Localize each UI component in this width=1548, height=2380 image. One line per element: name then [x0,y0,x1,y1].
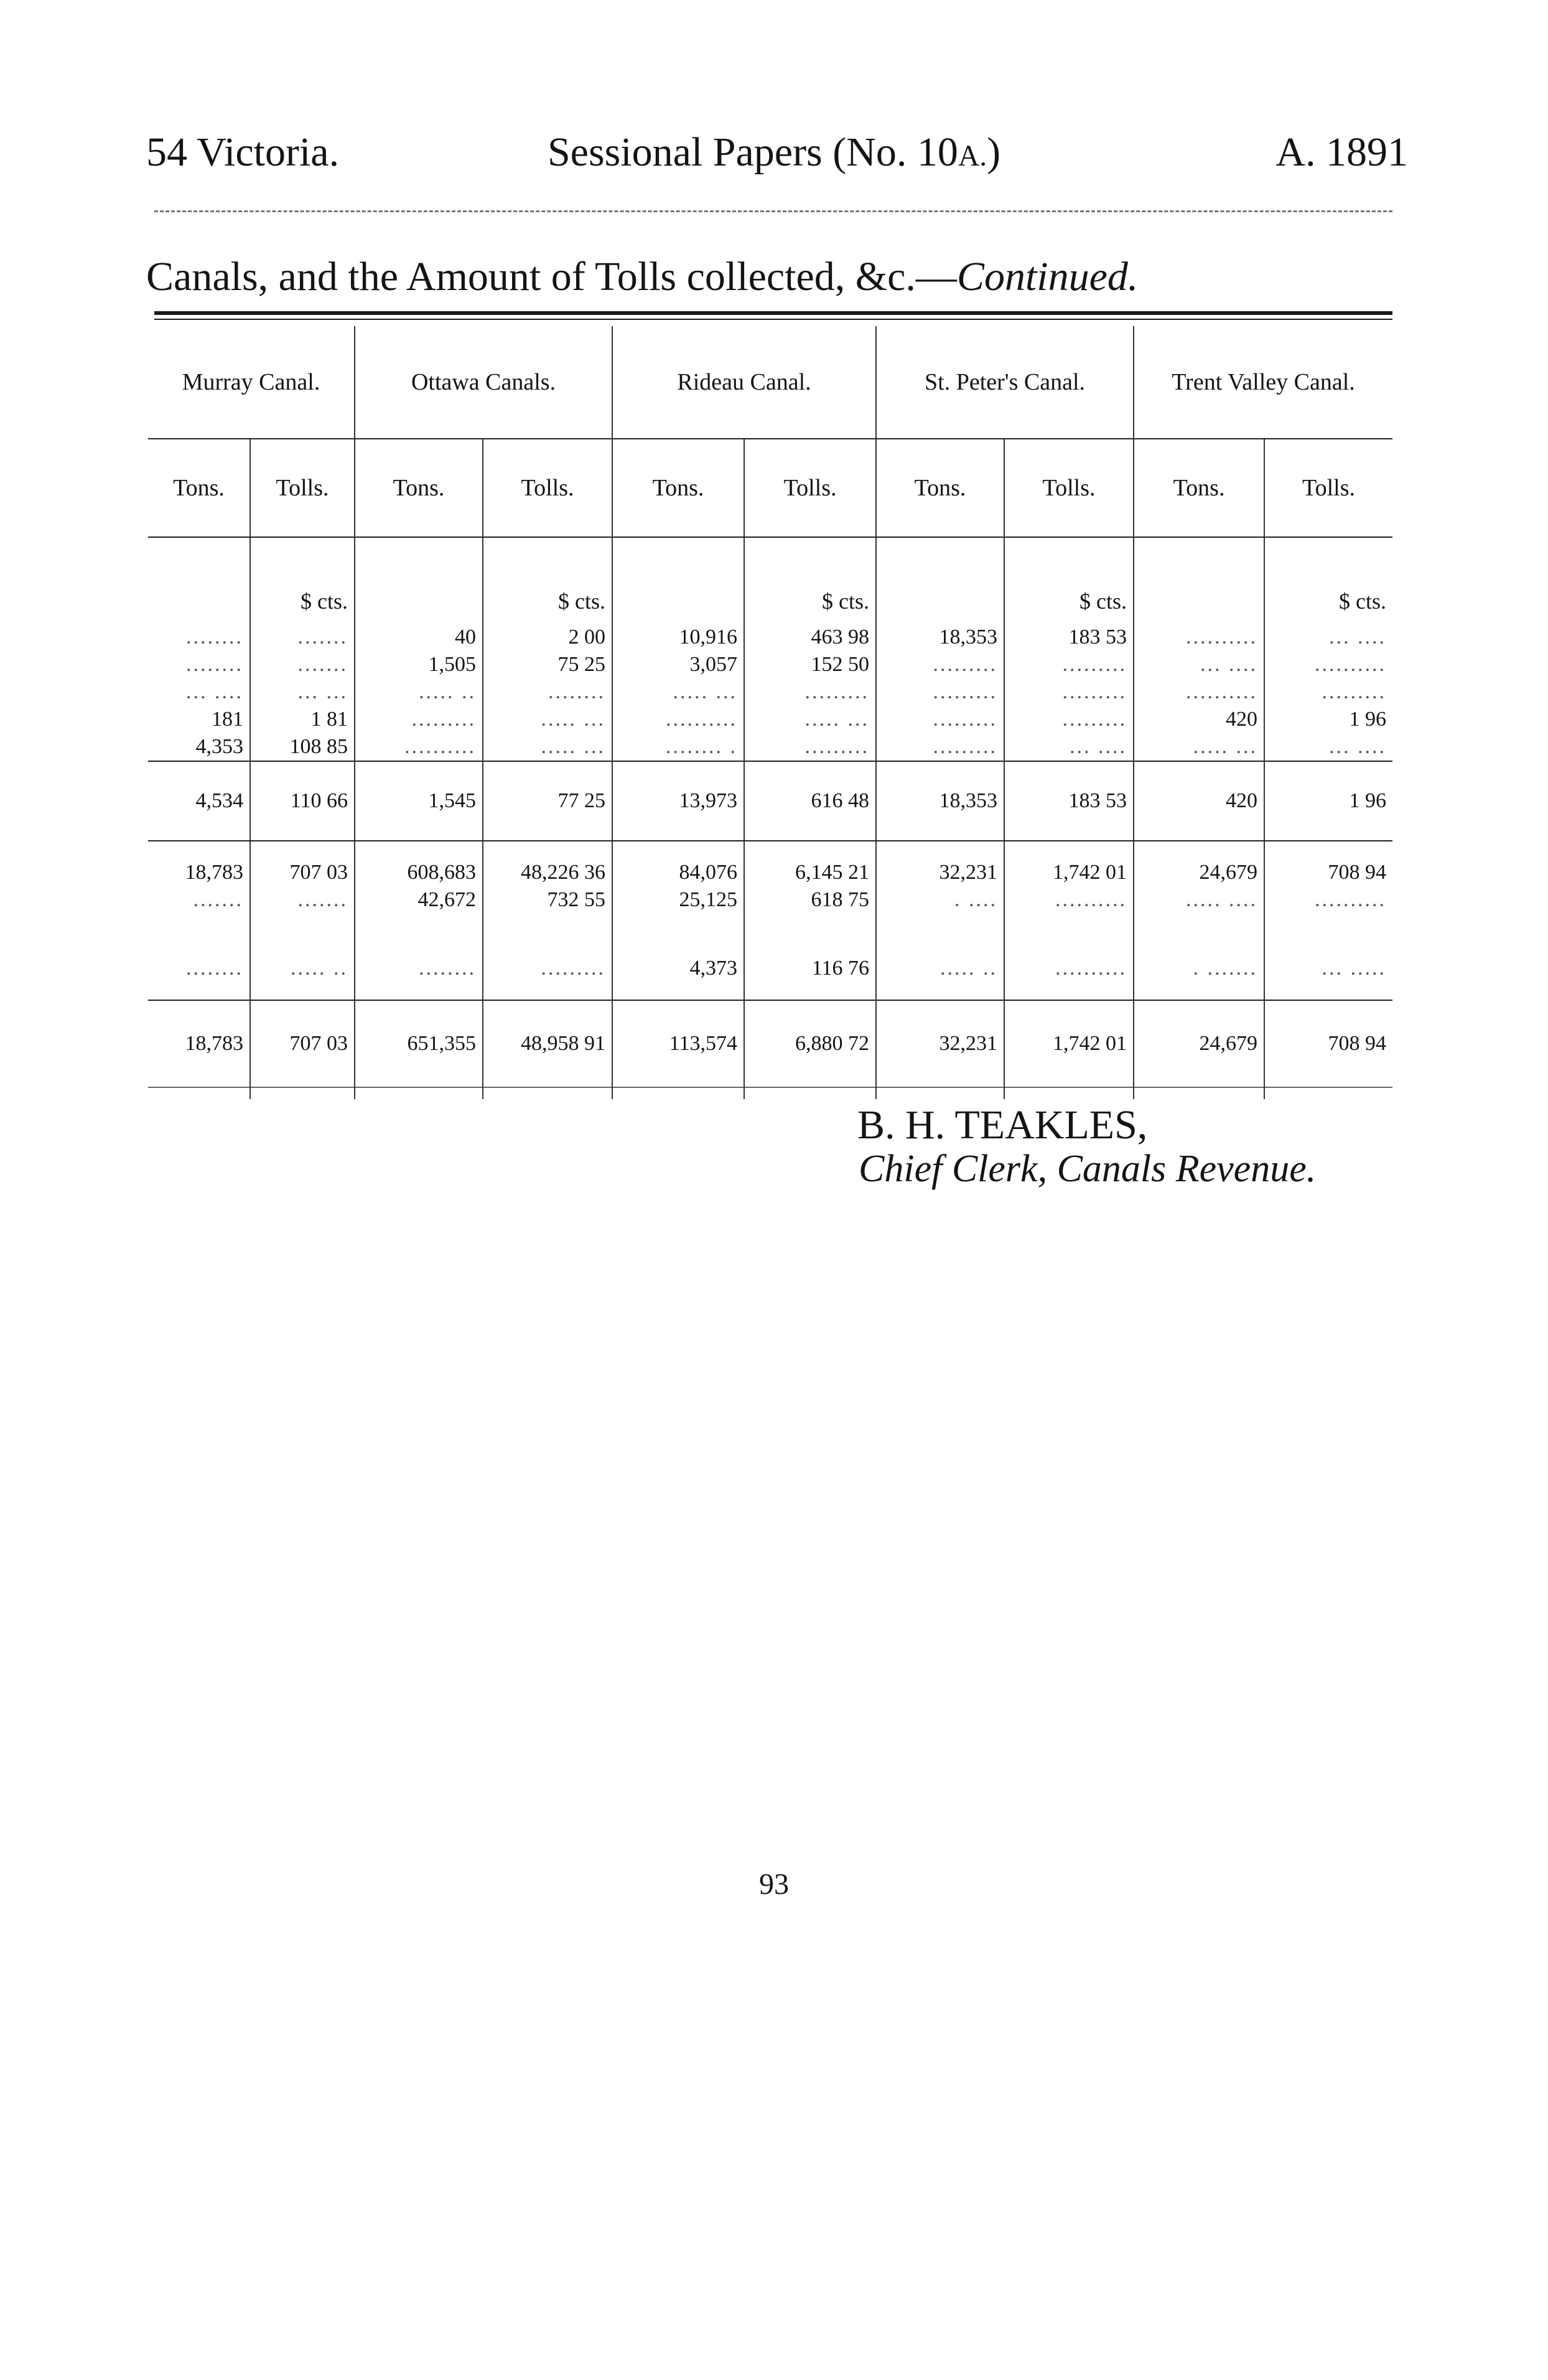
data-cell: ......... [1322,680,1387,703]
data-cell: 32,231 [876,859,1004,886]
spacer-cell [148,982,250,1000]
spacer-cell [148,1087,250,1099]
spacer-cell [876,982,1004,1000]
data-cell: 1,742 01 [1004,859,1134,886]
subtotal-cell: 110 66 [250,761,355,841]
data-cell: ......... [744,678,876,706]
data-cell: ... .... [148,678,250,706]
grand-total-cell: 1,742 01 [1004,1000,1134,1087]
data-cell: ........ [148,624,250,651]
data-cell: ........ [148,955,250,982]
data-cell: 48,226 36 [483,859,612,886]
spacer-cell [250,914,355,955]
caption-text: Canals, and the Amount of Tolls collected, &c.— [146,254,957,299]
data-cell: ......... [876,651,1004,678]
spacer-cell [612,841,744,859]
data-cell: ... ... [250,678,355,706]
data-cell: 732 55 [483,886,612,914]
spacer-cell [355,1087,483,1099]
grand-total-cell: 32,231 [876,1000,1004,1087]
units-cell [612,537,744,624]
data-cell: 463 98 [744,624,876,651]
data-cell: .......... [1134,624,1264,651]
spacer-row [148,982,1392,1000]
units-cell: $ cts. [483,537,612,624]
data-cell: ... .... [1134,651,1264,678]
data-cell: . .... [876,886,1004,914]
table-row [148,955,1392,982]
spacer-cell [483,1087,612,1099]
grand-total-cell: 707 03 [250,1000,355,1087]
data-cell: ..... ... [1134,733,1264,761]
header-center-text: Sessional Papers (No. 10 [547,129,958,175]
data-cell: ....... [148,886,250,914]
data-cell: 152 50 [744,651,876,678]
spacer-cell [1264,914,1392,955]
data-cell: 84,076 [612,859,744,886]
spacer-cell [1134,982,1264,1000]
running-header-left: 54 Victoria. [146,129,340,175]
spacer-cell [1004,1087,1134,1099]
data-cell: 18,353 [876,624,1004,651]
data-cell: .......... [1004,955,1134,982]
spacer-row [148,914,1392,955]
column-header: Tons. [355,439,483,537]
column-header: Tons. [876,439,1004,537]
data-cell: 40 [355,624,483,651]
canal-name-header: Rideau Canal. [612,326,876,439]
data-cell: 6,145 21 [744,859,876,886]
subtotal-cell: 18,353 [876,761,1004,841]
subtotal-cell: 1,545 [355,761,483,841]
canal-name-header: St. Peter's Canal. [876,326,1134,439]
grand-total-cell: 6,880 72 [744,1000,876,1087]
units-cell [1134,537,1264,624]
spacer-cell [744,982,876,1000]
subtotal-cell: 4,534 [148,761,250,841]
units-cell: $ cts. [1339,589,1387,614]
table-row [148,733,1392,761]
spacer-cell [1134,841,1264,859]
spacer-cell [612,982,744,1000]
data-cell: 24,679 [1134,859,1264,886]
data-cell: .......... [1315,653,1387,676]
column-header: Tons. [612,439,744,537]
data-cell: ......... [876,678,1004,706]
running-header-right: A. 1891 [1275,129,1408,175]
caption-rule-thin [154,319,1392,320]
grand-total-cell: 651,355 [355,1000,483,1087]
units-cell: $ cts. [250,537,355,624]
spacer-cell [876,841,1004,859]
data-cell: ..... .. [250,955,355,982]
data-cell: 116 76 [744,955,876,982]
data-cell: 2 00 [483,624,612,651]
data-cell: ... .... [1329,625,1387,649]
spacer-cell [1134,1087,1264,1099]
signature-name: B. H. TEAKLES, [857,1102,1148,1148]
spacer-cell [483,914,612,955]
spacer-cell [483,982,612,1000]
caption-continued: Continued. [956,254,1139,299]
data-cell: ......... [1004,651,1134,678]
canal-name-header: Murray Canal. [148,326,355,439]
data-cell: 42,672 [355,886,483,914]
subtotal-cell: 616 48 [744,761,876,841]
spacer-cell [744,1087,876,1099]
page-number: 93 [759,1868,789,1901]
data-cell: 183 53 [1004,624,1134,651]
subtotal-cell: 13,973 [612,761,744,841]
units-cell [148,537,250,624]
column-header: Tons. [148,439,250,537]
canal-name-header: Trent Valley Canal. [1134,326,1392,439]
subtotal-cell: 420 [1134,761,1264,841]
grand-total-cell: 18,783 [148,1000,250,1087]
spacer-cell [1264,982,1392,1000]
caption-rule-thick [154,311,1392,315]
units-cell [355,537,483,624]
data-cell: 608,683 [355,859,483,886]
data-cell: 18,783 [148,859,250,886]
units-cell: $ cts. [1004,537,1134,624]
data-cell: 181 [148,706,250,733]
spacer-cell [876,914,1004,955]
units-cell: $ cts. [744,537,876,624]
data-cell: ....... [250,886,355,914]
data-cell: 75 25 [483,651,612,678]
spacer-cell [250,1087,355,1099]
data-cell: ........ [148,651,250,678]
data-cell: ..... ... [744,706,876,733]
data-cell: ..... ... [483,706,612,733]
data-cell: ........ . [612,733,744,761]
data-cell: .......... [355,733,483,761]
data-cell: 618 75 [744,886,876,914]
spacer-cell [483,841,612,859]
spacer-cell [1004,982,1134,1000]
subtotal-cell: 183 53 [1004,761,1134,841]
spacer-cell [744,841,876,859]
table-row [148,706,1392,733]
subtotal-row [148,761,1392,841]
grand-total-cell: 113,574 [612,1000,744,1087]
data-cell: 1 81 [250,706,355,733]
canal-name-header: Ottawa Canals. [355,326,612,439]
spacer-cell [1004,914,1134,955]
data-cell: ......... [1004,678,1134,706]
data-cell: .......... [1315,888,1387,911]
data-cell: 707 03 [250,859,355,886]
spacer-cell [355,914,483,955]
header-rule [154,210,1392,212]
subtotal-cell: 1 96 [1264,761,1392,841]
column-header: Tolls. [744,439,876,537]
canal-tolls-table [148,326,1392,1099]
canal-header-row [148,326,1392,439]
data-cell: .......... [1134,678,1264,706]
data-cell: ..... .. [876,955,1004,982]
subtotal-cell: 77 25 [483,761,612,841]
grand-total-cell: 24,679 [1134,1000,1264,1087]
data-cell: 1,505 [355,651,483,678]
column-header-row [148,439,1392,537]
data-cell: 420 [1134,706,1264,733]
data-cell: ........ [355,955,483,982]
column-header: Tons. [1134,439,1264,537]
units-row [148,537,1392,624]
spacer-cell [1004,841,1134,859]
data-cell: ......... [876,733,1004,761]
data-cell: 708 94 [1328,861,1387,884]
spacer-cell [1264,1087,1392,1099]
spacer-cell [148,914,250,955]
column-header: Tolls. [1004,439,1134,537]
spacer-cell [250,982,355,1000]
table-row [148,651,1392,678]
data-cell: ... ..... [1322,957,1387,980]
data-cell: ..... ... [483,733,612,761]
column-header: Tolls. [250,439,355,537]
units-cell [876,537,1004,624]
grand-total-cell: 48,958 91 [483,1000,612,1087]
data-cell: . ....... [1134,955,1264,982]
spacer-cell [148,841,250,859]
spacer-cell [1264,841,1392,859]
data-cell: ....... [250,624,355,651]
spacer-cell [250,841,355,859]
data-cell: ..... .... [1134,886,1264,914]
data-cell: ... .... [1329,735,1387,758]
data-cell: 4,353 [148,733,250,761]
data-cell: 25,125 [612,886,744,914]
spacer-cell [744,914,876,955]
spacer-cell [612,914,744,955]
column-header: Tolls. [483,439,612,537]
data-cell: ......... [876,706,1004,733]
data-cell: ......... [1004,706,1134,733]
spacer-cell [355,841,483,859]
spacer-cell [1134,914,1264,955]
table-row [148,624,1392,651]
table-end-rule [148,1087,1392,1099]
data-cell: ......... [744,733,876,761]
spacer-cell [612,1087,744,1099]
column-header: Tolls. [1264,439,1392,537]
data-cell: ..... ... [612,678,744,706]
table-caption [146,252,1138,302]
spacer-cell [355,982,483,1000]
data-cell: ......... [483,955,612,982]
data-cell: ... .... [1004,733,1134,761]
spacer-cell [876,1087,1004,1099]
data-cell: 4,373 [612,955,744,982]
grand-total-row [148,1000,1392,1087]
data-cell: ....... [250,651,355,678]
data-cell: .......... [612,706,744,733]
table-row [148,678,1392,706]
header-center-suffix: A. [958,140,987,172]
spacer-row [148,841,1392,859]
data-cell: 108 85 [250,733,355,761]
header-center-close: ) [987,129,1001,175]
grand-total-cell: 708 94 [1264,1000,1392,1087]
data-cell: ......... [355,706,483,733]
signature-title: Chief Clerk, Canals Revenue. [859,1148,1317,1190]
table-row [148,859,1392,886]
data-cell: 10,916 [612,624,744,651]
data-cell: .......... [1004,886,1134,914]
data-cell: 1 96 [1349,708,1387,731]
data-cell: ........ [483,678,612,706]
data-cell: 3,057 [612,651,744,678]
data-cell: ..... .. [355,678,483,706]
table-row [148,886,1392,914]
